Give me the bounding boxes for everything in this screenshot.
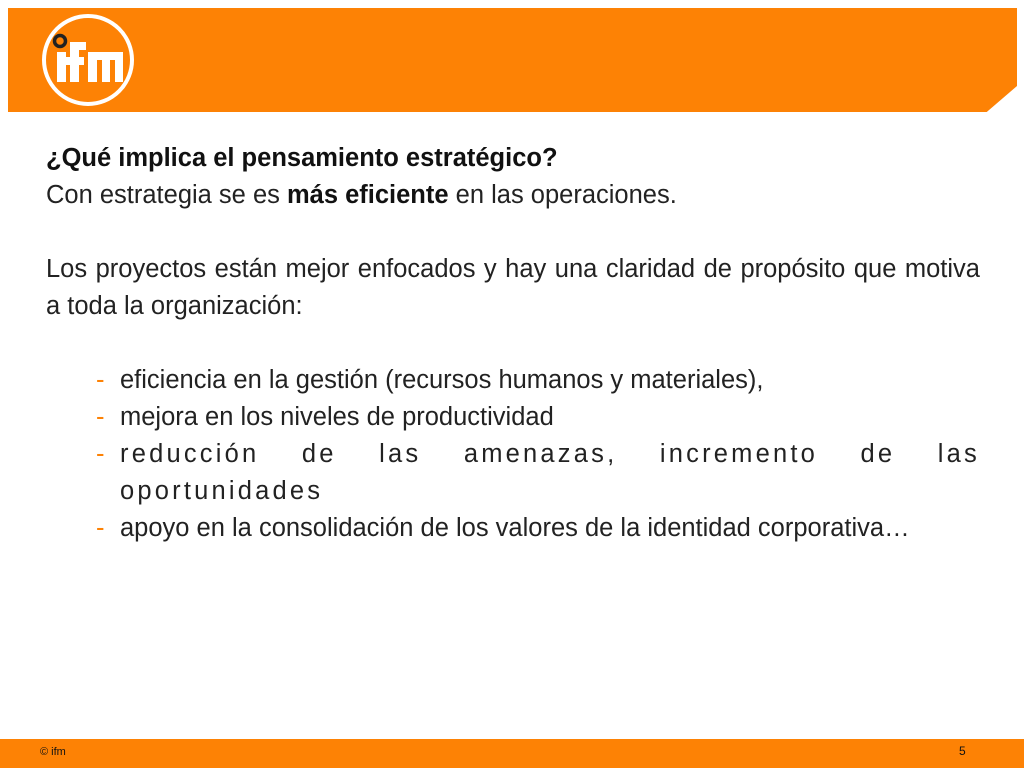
bullet-dash: - (96, 440, 105, 468)
ifm-logo-icon (40, 12, 136, 108)
header-band (8, 8, 1017, 112)
page-number: 5 (959, 744, 966, 758)
list-item-text: eficiencia en la gestión (recursos humanos y materiales), (120, 366, 764, 394)
efficiency-line-suffix: en las operaciones. (448, 181, 677, 209)
bullet-dash: - (96, 514, 105, 542)
list-item (96, 399, 980, 436)
footer-band (0, 739, 1024, 768)
efficiency-line-prefix: Con estrategia se es (46, 181, 287, 209)
list-item (96, 362, 980, 399)
list-item (96, 436, 980, 510)
list-item-text: mejora en los niveles de productividad (120, 403, 554, 431)
bullet-dash: - (96, 403, 105, 431)
list-item-text: apoyo en la consolidación de los valores de la identidad corporativa… (120, 514, 910, 542)
benefits-list (46, 362, 980, 547)
list-item-text: reducción de las amenazas, incremento de las oportunidades (120, 440, 980, 505)
efficiency-line (46, 177, 980, 214)
bullet-dash: - (96, 366, 105, 394)
list-item (96, 510, 980, 547)
copyright-text: © ifm (40, 746, 66, 758)
body-paragraph: Los proyectos están mejor enfocados y hay una claridad de propósito que motiva a toda la organización: (46, 255, 980, 320)
slide-content (46, 140, 980, 547)
efficiency-line-bold: más eficiente (286, 181, 449, 209)
slide-title: ¿Qué implica el pensamiento estratégico? (46, 144, 558, 172)
